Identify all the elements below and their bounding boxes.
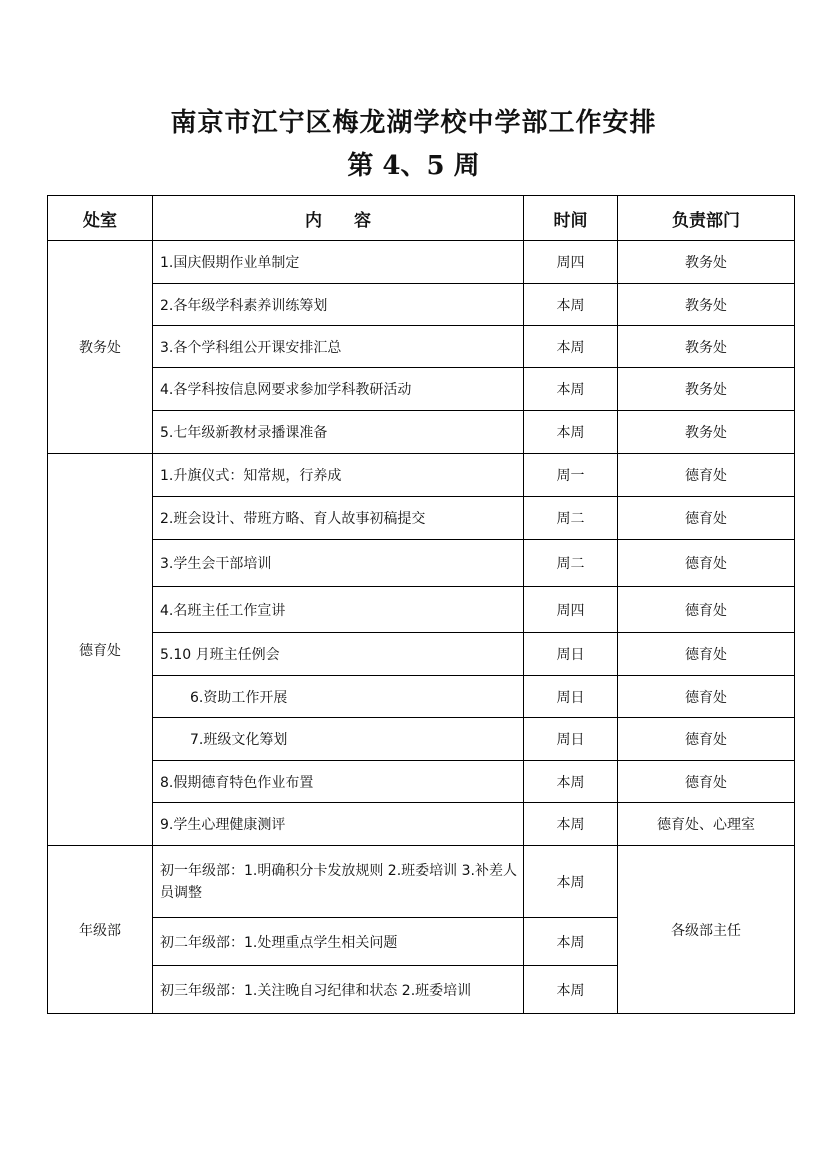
item-time: 本周 [524, 368, 618, 411]
table-row [48, 540, 795, 587]
item-time: 本周 [524, 918, 618, 966]
item-time: 周四 [524, 587, 618, 633]
item-time: 本周 [524, 846, 618, 918]
item-content: 2.班会设计、带班方略、育人故事初稿提交 [153, 497, 524, 540]
header-content-b: 容 [354, 210, 371, 231]
item-time: 周二 [524, 497, 618, 540]
header-time: 时间 [524, 196, 618, 241]
document-subtitle: 第 4、5 周 [347, 151, 480, 181]
item-responsible: 教务处 [618, 326, 795, 368]
item-responsible: 德育处 [618, 454, 795, 497]
table-row [48, 803, 795, 846]
item-responsible: 德育处 [618, 633, 795, 676]
header-row [48, 196, 795, 241]
item-time: 周二 [524, 540, 618, 587]
header-content-a: 内 [305, 210, 322, 231]
item-time: 本周 [524, 326, 618, 368]
item-time: 周日 [524, 676, 618, 718]
table-row [48, 411, 795, 454]
item-content: 7.班级文化筹划 [153, 718, 524, 761]
dept-deyu: 德育处 [48, 454, 153, 846]
item-content: 4.各学科按信息网要求参加学科教研活动 [153, 368, 524, 411]
dept-nianji: 年级部 [48, 846, 153, 1014]
table-row [48, 497, 795, 540]
table-row [48, 241, 795, 284]
item-time: 周一 [524, 454, 618, 497]
item-responsible: 德育处 [618, 497, 795, 540]
header-responsible: 负责部门 [618, 196, 795, 241]
item-time: 本周 [524, 284, 618, 326]
table-row [48, 454, 795, 497]
table-row [48, 284, 795, 326]
table-row [48, 761, 795, 803]
item-time: 本周 [524, 761, 618, 803]
table-row [48, 587, 795, 633]
grade-responsible: 各级部主任 [618, 846, 795, 1014]
item-content: 1.国庆假期作业单制定 [153, 241, 524, 284]
item-time: 周日 [524, 718, 618, 761]
item-responsible: 德育处、心理室 [618, 803, 795, 846]
table-row [48, 846, 795, 918]
item-time: 本周 [524, 803, 618, 846]
table-row [48, 676, 795, 718]
dept-jiaowu: 教务处 [48, 241, 153, 454]
item-content: 3.各个学科组公开课安排汇总 [153, 326, 524, 368]
item-responsible: 德育处 [618, 761, 795, 803]
item-content: 5.10 月班主任例会 [153, 633, 524, 676]
item-responsible: 德育处 [618, 540, 795, 587]
item-content: 5.七年级新教材录播课准备 [153, 411, 524, 454]
table-row [48, 718, 795, 761]
table-row [48, 326, 795, 368]
item-responsible: 德育处 [618, 587, 795, 633]
schedule-table [47, 195, 795, 1014]
item-content: 6.资助工作开展 [153, 676, 524, 718]
item-time: 本周 [524, 411, 618, 454]
item-responsible: 教务处 [618, 411, 795, 454]
item-responsible: 德育处 [618, 718, 795, 761]
item-responsible: 教务处 [618, 368, 795, 411]
item-content: 4.名班主任工作宣讲 [153, 587, 524, 633]
item-content: 3.学生会干部培训 [153, 540, 524, 587]
item-time: 周日 [524, 633, 618, 676]
item-content: 初二年级部：1.处理重点学生相关问题 [153, 918, 524, 966]
item-content: 初三年级部：1.关注晚自习纪律和状态 2.班委培训 [153, 966, 524, 1014]
table-row [48, 633, 795, 676]
item-content: 8.假期德育特色作业布置 [153, 761, 524, 803]
item-time: 周四 [524, 241, 618, 284]
table-row [48, 368, 795, 411]
item-content: 2.各年级学科素养训练筹划 [153, 284, 524, 326]
document-title: 南京市江宁区梅龙湖学校中学部工作安排 [170, 108, 657, 138]
item-time: 本周 [524, 966, 618, 1014]
item-content: 1.升旗仪式：知常规，行养成 [153, 454, 524, 497]
item-content: 9.学生心理健康测评 [153, 803, 524, 846]
item-content: 初一年级部：1.明确积分卡发放规则 2.班委培训 3.补差人员调整 [153, 846, 524, 918]
header-office: 处室 [48, 196, 153, 241]
header-content [153, 196, 524, 241]
item-responsible: 德育处 [618, 676, 795, 718]
item-responsible: 教务处 [618, 284, 795, 326]
item-responsible: 教务处 [618, 241, 795, 284]
